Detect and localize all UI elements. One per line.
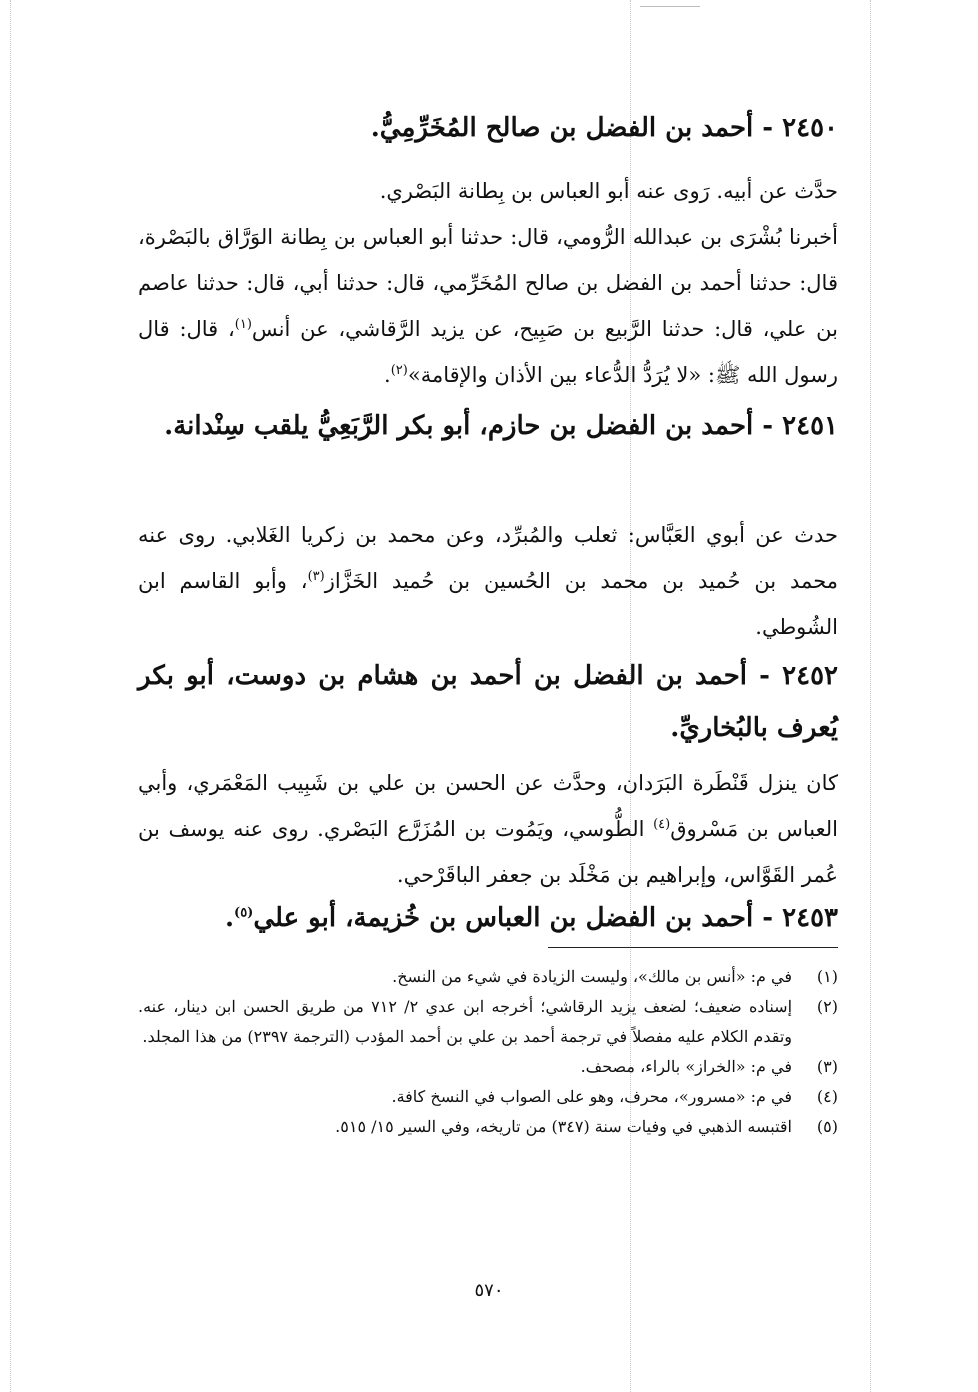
- footnote-ref: (٥): [234, 905, 254, 921]
- footnote-item: [138, 962, 838, 992]
- footnote-item: [138, 1052, 838, 1082]
- paragraph-text: ، قال: قال رسول الله ﷺ: «لا يُرَدُّ الدُّعاء بين الأذان والإقامة»: [138, 317, 838, 387]
- paragraph-text: ، وأبو القاسم ابن الشُوطي.: [138, 569, 838, 639]
- paragraph-text: .: [384, 363, 391, 387]
- footnote-item: [138, 1082, 838, 1112]
- footnote-ref: (١): [234, 317, 252, 332]
- entry-2450: [138, 102, 838, 154]
- entry-2451-body: [138, 512, 838, 650]
- footnote-number: (٣): [816, 1057, 838, 1076]
- paragraph-text: أخبرنا بُشْرَى بن عبدالله الرُّومي، قال: حدثنا أبو العباس بن بِطانة الوَرَّاق بالبَصْرة، قال: حدثنا أحمد بن الفضل بن صالح المُخَرِّمي، قال: حدثنا أبي، قال: حدثنا عاصم بن علي، قال: حدثنا الرَّبيع بن صَبِيح، عن يزيد الرَّقاشي، عن أنس: [138, 225, 838, 341]
- entry-heading: ٢٤٥٢ - أحمد بن الفضل بن أحمد بن هشام بن دوست، أبو بكر يُعرف بالبُخاريِّ.: [138, 661, 838, 743]
- footnote-number: (٤): [816, 1087, 838, 1106]
- entry-heading: ٢٤٥٠ - أحمد بن الفضل بن صالح المُخَرِّمِيُّ.: [370, 113, 838, 143]
- footnote-ref: (٣): [307, 569, 325, 584]
- footnote-text: في م: «الخراز» بالراء، مصحف.: [580, 1057, 792, 1076]
- footnote-number: (٥): [816, 1117, 838, 1136]
- paragraph-text: كان ينزل قَنْطَرة البَرَدان، وحدَّث عن الحسن بن علي بن شَبِيب المَعْمَري، وأبي العباس بن مَسْروق: [138, 771, 839, 841]
- entry-2452: [138, 650, 838, 754]
- paragraph-text: حدث عن أبوي العَبَّاس: ثعلب والمُبرِّد، وعن محمد بن زكريا الغَلابي. روى عنه محمد بن حُميد بن محمد بن الحُسين بن حُميد الخَزَّاز: [138, 523, 838, 593]
- footnote-text: إسناده ضعيف؛ لضعف يزيد الرقاشي؛ أخرجه ابن عدي ٢/ ٧١٢ من طريق الحسن ابن دينار، عنه. وتقدم الكلام عليه مفصلاً في ترجمة أحمد بن علي بن أحمد المؤدب (الترجمة ٢٣٩٧) من هذا المجلد.: [138, 997, 793, 1046]
- entry-2453: [138, 892, 838, 944]
- footnote-item: [138, 992, 838, 1052]
- entry-paragraph: [138, 760, 838, 898]
- footnote-item: [138, 1112, 838, 1142]
- page-number: ٥٧٠: [474, 1280, 504, 1301]
- heading-text: .: [224, 903, 235, 933]
- footnotes: [138, 962, 838, 1142]
- entry-paragraph: [138, 214, 838, 398]
- footnote-number: (٢): [816, 997, 838, 1016]
- entry-heading: [138, 892, 838, 944]
- entry-paragraph: حدَّث عن أبيه. رَوى عنه أبو العباس بن بِطانة البَصْري.: [379, 179, 838, 203]
- scan-edge-line: [10, 0, 11, 1392]
- footnote-ref: (٤): [653, 817, 671, 832]
- footnote-divider: [548, 947, 838, 948]
- entry-2451: [138, 400, 838, 452]
- entry-heading: ٢٤٥١ - أحمد بن الفضل بن حازم، أبو بكر الرَّبَعِيُّ يلقب سِنْدانة.: [164, 411, 838, 441]
- entry-2450-body: [138, 168, 838, 398]
- footnote-text: اقتبسه الذهبي في وفيات سنة (٣٤٧) من تاريخه، وفي السير ١٥/ ٥١٥.: [335, 1117, 792, 1136]
- footnote-text: في م: «مسرور»، محرف، وهو على الصواب في النسخ كافة.: [391, 1087, 792, 1106]
- entry-paragraph: [138, 512, 838, 650]
- heading-text: ٢٤٥٣ - أحمد بن الفضل بن العباس بن خُزيمة، أبو علي: [253, 903, 838, 933]
- paragraph-text: الطُّوسي، ويَمُوت بن المُزَرَّع البَصْري. روى عنه يوسف بن عُمر القَوَّاس، وإبراهيم بن مَخْلَد بن جعفر الباقَرْحي.: [138, 817, 838, 887]
- entry-2452-body: [138, 760, 838, 898]
- footnote-ref: (٢): [390, 363, 408, 378]
- scan-mark: [640, 6, 700, 7]
- scan-fold-line: [870, 0, 871, 1392]
- footnote-text: في م: «أنس بن مالك»، وليست الزيادة في شيء من النسخ.: [392, 967, 792, 986]
- footnote-number: (١): [816, 967, 838, 986]
